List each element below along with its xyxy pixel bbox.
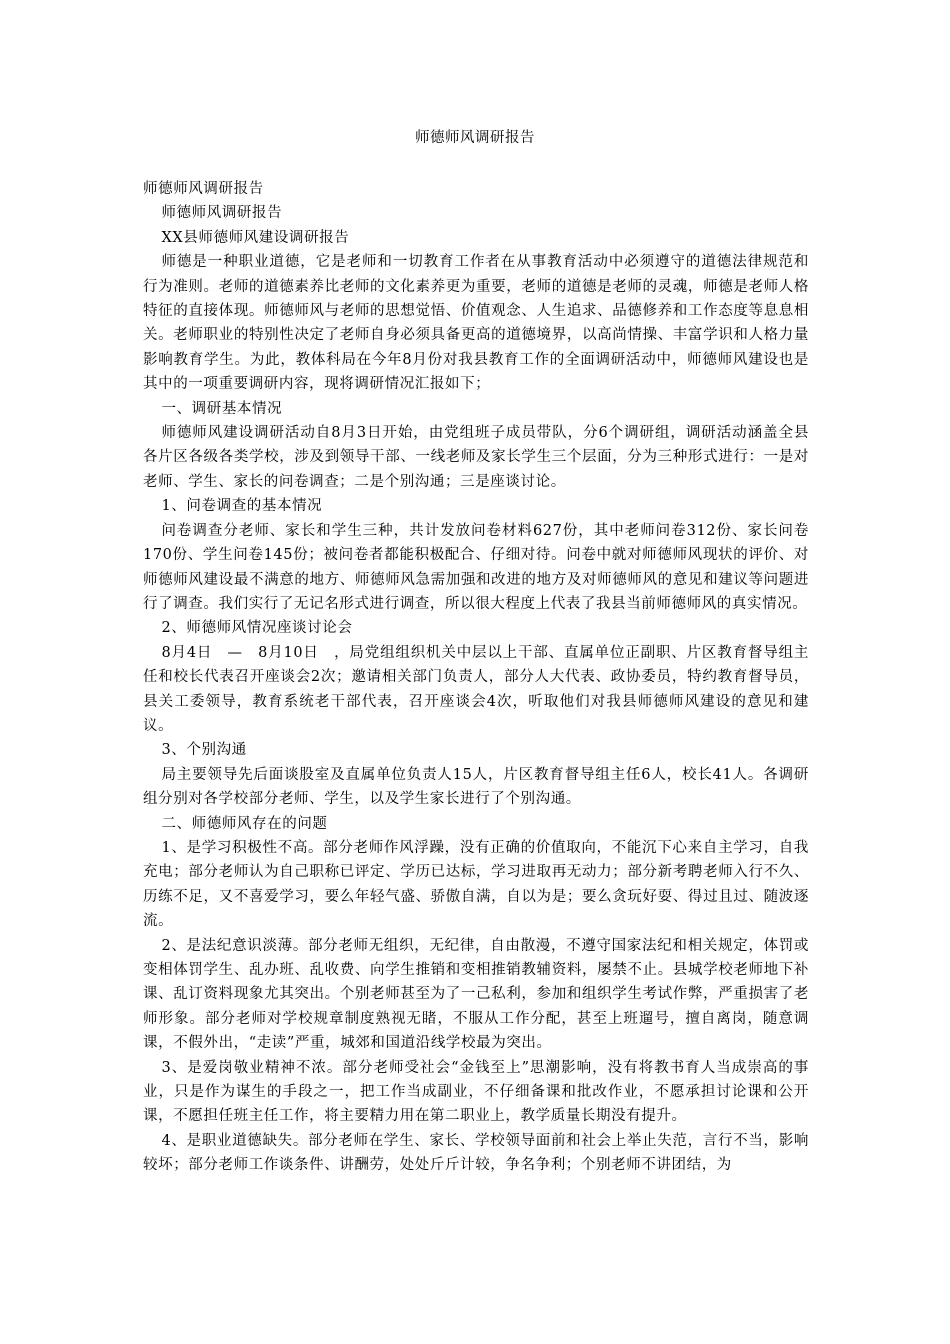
paragraph: 一、调研基本情况 [161,400,283,417]
paragraph: 师德师风建设调研活动自8月3日开始，由党组班子成员带队，分6个调研组，调研活动涵盖全县各片区各级各类学校，涉及到领导干部、一线老师及家长学生三个层面，分为三种形式进行：一是对老师、学生、家长的问卷调查；二是个别沟通；三是座谈讨论。 [143,425,809,490]
paragraph: 8月4日 — 8月10日 ，局党组组织机关中层以上干部、直属单位正副职、片区教育督导组主任和校长代表召开座谈会2次；邀请相关部门负责人，部分人大代表、政协委员，特约教育督导员，县关工委领导，教育系统老干部代表，召开座谈会4次，听取他们对我县师德师风建设的意见和建议。 [143,644,809,734]
paragraph: 1、问卷调查的基本情况 [161,498,323,515]
paragraph: 2、是法纪意识淡薄。部分老师无组织，无纪律，自由散漫，不遵守国家法纪和相关规定，体罚或变相体罚学生、乱办班、乱收费、向学生推销和变相推销教辅资料，屡禁不止。县城学校老师地下补课、乱订资料现象尤其突出。个别老师甚至为了一己私利，参加和组织学生考试作弊，严重损害了老师形象。部分老师对学校规章制度熟视无睹，不服从工作分配，甚至上班遛号，擅自离岗，随意调课，不假外出，“走读”严重，城郊和国道沿线学校最为突出。 [143,937,809,1052]
paragraph: 3、是爱岗敬业精神不浓。部分老师受社会“金钱至上”思潮影响，没有将教书育人当成崇高的事业，只是作为谋生的手段之一，把工作当成副业，不仔细备课和批改作业，不愿承担讨论课和公开课，不愿担任班主任工作，将主要精力用在第二职业上，教学质量长期没有提升。 [143,1059,809,1125]
paragraph: 4、是职业道德缺失。部分老师在学生、家长、学校领导面前和社会上举止失范，言行不当，影响较坏；部分老师工作谈条件、讲酬劳，处处斤斤计较，争名争利；个别老师不讲团结，为 [143,1132,809,1174]
paragraph: 2、师德师风情况座谈讨论会 [161,620,353,637]
document-title: 师德师风调研报告 [415,130,535,146]
paragraph: 师德师风调研报告 [161,205,283,222]
paragraph: 师德师风调研报告 [143,181,264,197]
paragraph: 师德是一种职业道德，它是老师和一切教育工作者在从事教育活动中必须遵守的道德法律规范和行为准则。老师的道德素养比老师的文化素养更为重要，老师的道德是老师的灵魂，师德是老师人格特征的直接体现。师德师风与老师的思想觉悟、价值观念、人生追求、品德修养和工作态度等息息相关。老师职业的特别性决定了老师自身必须具备更高的道德境界，以高尚情操、丰富学识和人格力量影响教育学生。为此，教体科局在今年8月份对我县教育工作的全面调研活动中，师德师风建设也是其中的一项重要调研内容，现将调研情况汇报如下； [143,254,809,393]
paragraph: 3、个别沟通 [161,742,247,759]
paragraph: 局主要领导先后面谈股室及直属单位负责人15人，片区教育督导组主任6人，校长41人。各调研组分别对各学校部分老师、学生，以及学生家长进行了个别沟通。 [143,766,809,808]
paragraph: 二、师德师风存在的问题 [161,815,328,832]
paragraph: 问卷调查分老师、家长和学生三种，共计发放问卷材料627份，其中老师问卷312份、家长问卷170份、学生问卷145份；被问卷者都能积极配合、仔细对待。问卷中就对师德师风现状的评价、对师德师风建设最不满意的地方、师德师风急需加强和改进的地方及对师德师风的意见和建议等问题进行了调查。我们实行了无记名形式进行调查，所以很大程度上代表了我县当前师德师风的真实情况。 [143,522,809,612]
paragraph: XX县师德师风建设调研报告 [161,229,350,246]
paragraph: 1、是学习积极性不高。部分老师作风浮躁，没有正确的价值取向，不能沉下心来自主学习，自我充电；部分老师认为自己职称已评定、学历已达标，学习进取再无动力；部分新考聘老师入行不久、历练不足，又不喜爱学习，要么年轻气盛、骄傲自满，自以为是；要么贪玩好耍、得过且过、随波逐流。 [143,839,809,930]
document-body [143,177,809,1178]
